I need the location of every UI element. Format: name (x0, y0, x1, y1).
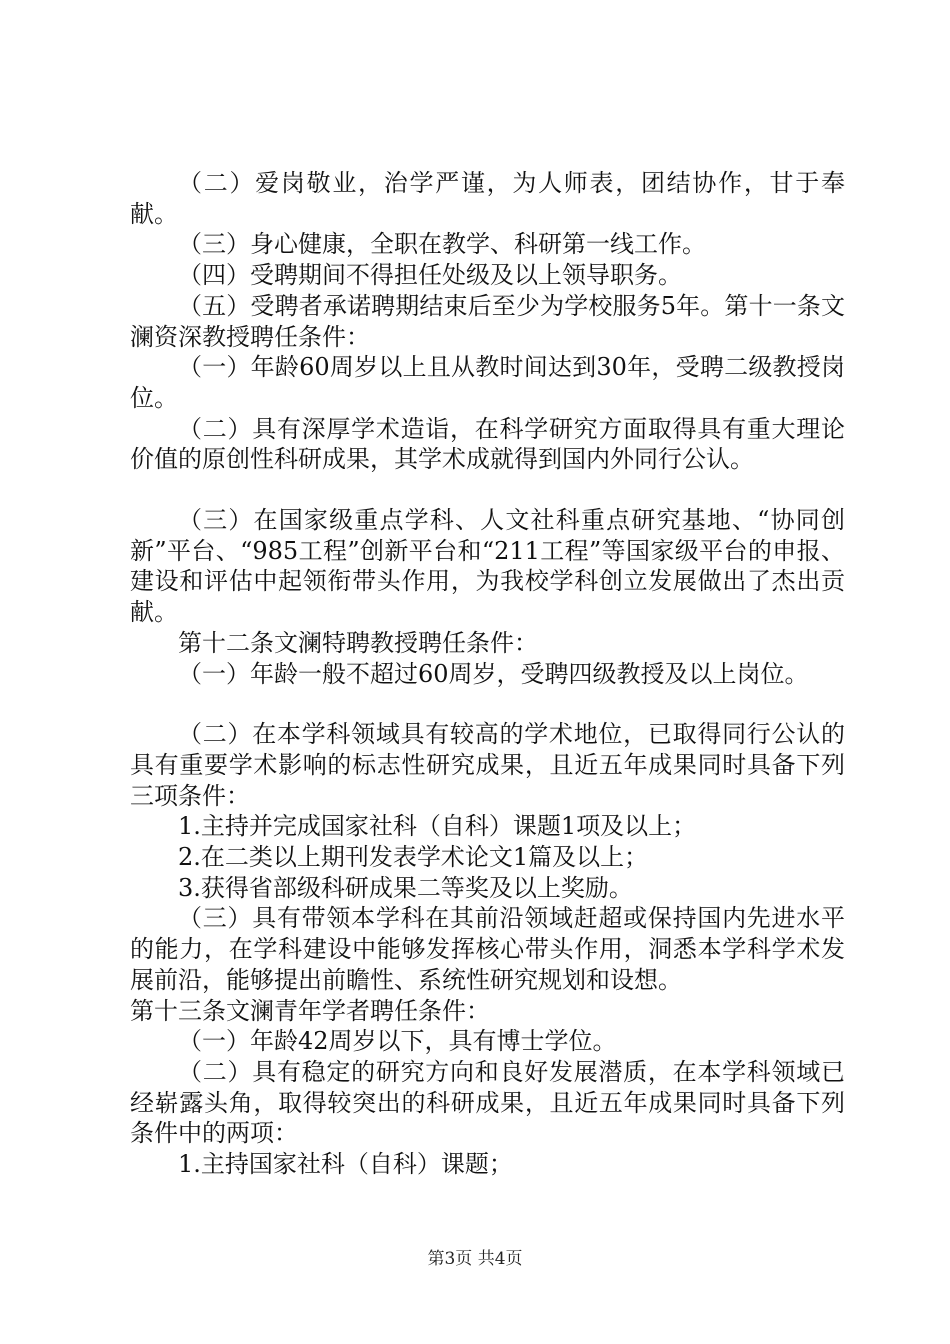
paragraph: （四）受聘期间不得担任处级及以上领导职务。 (178, 261, 682, 290)
paragraph: （五）受聘者承诺聘期结束后至少为学校服务5年。第十一条文澜资深教授聘任条件： (130, 291, 845, 351)
paragraph: （一）年龄42周岁以下，具有博士学位。 (178, 1027, 617, 1056)
paragraph: （二）具有深厚学术造诣，在科学研究方面取得具有重大理论价值的原创性科研成果，其学术成就得到国内外同行公认。 (130, 414, 845, 474)
paragraph-spacer (130, 475, 845, 505)
list-item: 1.主持并完成国家社科（自科）课题1项及以上； (178, 812, 697, 841)
paragraph: （三）身心健康，全职在教学、科研第一线工作。 (178, 230, 706, 259)
paragraph: （三）具有带领本学科在其前沿领域赶超或保持国内先进水平的能力，在学科建设中能够发挥核心带头作用，洞悉本学科学术发展前沿，能够提出前瞻性、系统性研究规划和设想。 (130, 904, 845, 994)
paragraph: （二）在本学科领域具有较高的学术地位，已取得同行公认的具有重要学术影响的标志性研究成果，且近五年成果同时具备下列三项条件： (130, 720, 845, 810)
document-body (130, 168, 845, 1180)
paragraph: （一）年龄60周岁以上且从教时间达到30年，受聘二级教授岗位。 (130, 353, 845, 412)
paragraph: （二）爱岗敬业，治学严谨，为人师表，团结协作，甘于奉献。 (130, 169, 845, 228)
paragraph: （二）具有稳定的研究方向和良好发展潜质，在本学科领域已经崭露头角，取得较突出的科研成果，且近五年成果同时具备下列条件中的两项： (130, 1057, 845, 1148)
section-heading: 第十三条文澜青年学者聘任条件： (130, 996, 490, 1025)
list-item: 1.主持国家社科（自科）课题； (178, 1150, 513, 1179)
list-item: 2.在二类以上期刊发表学术论文1篇及以上； (178, 843, 649, 872)
paragraph-spacer (130, 689, 845, 719)
list-item: 3.获得省部级科研成果二等奖及以上奖励。 (178, 873, 633, 902)
paragraph: （一）年龄一般不超过60周岁，受聘四级教授及以上岗位。 (178, 659, 809, 688)
paragraph: （三）在国家级重点学科、人文社科重点研究基地、“协同创新”平台、“985工程”创新平台和“211工程”等国家级平台的申报、建设和评估中起领衔带头作用，为我校学科创立发展做出了杰出贡献。 (130, 506, 845, 627)
section-heading: 第十二条文澜特聘教授聘任条件： (178, 628, 538, 657)
page-number-footer: 第3页 共4页 (427, 1249, 523, 1269)
